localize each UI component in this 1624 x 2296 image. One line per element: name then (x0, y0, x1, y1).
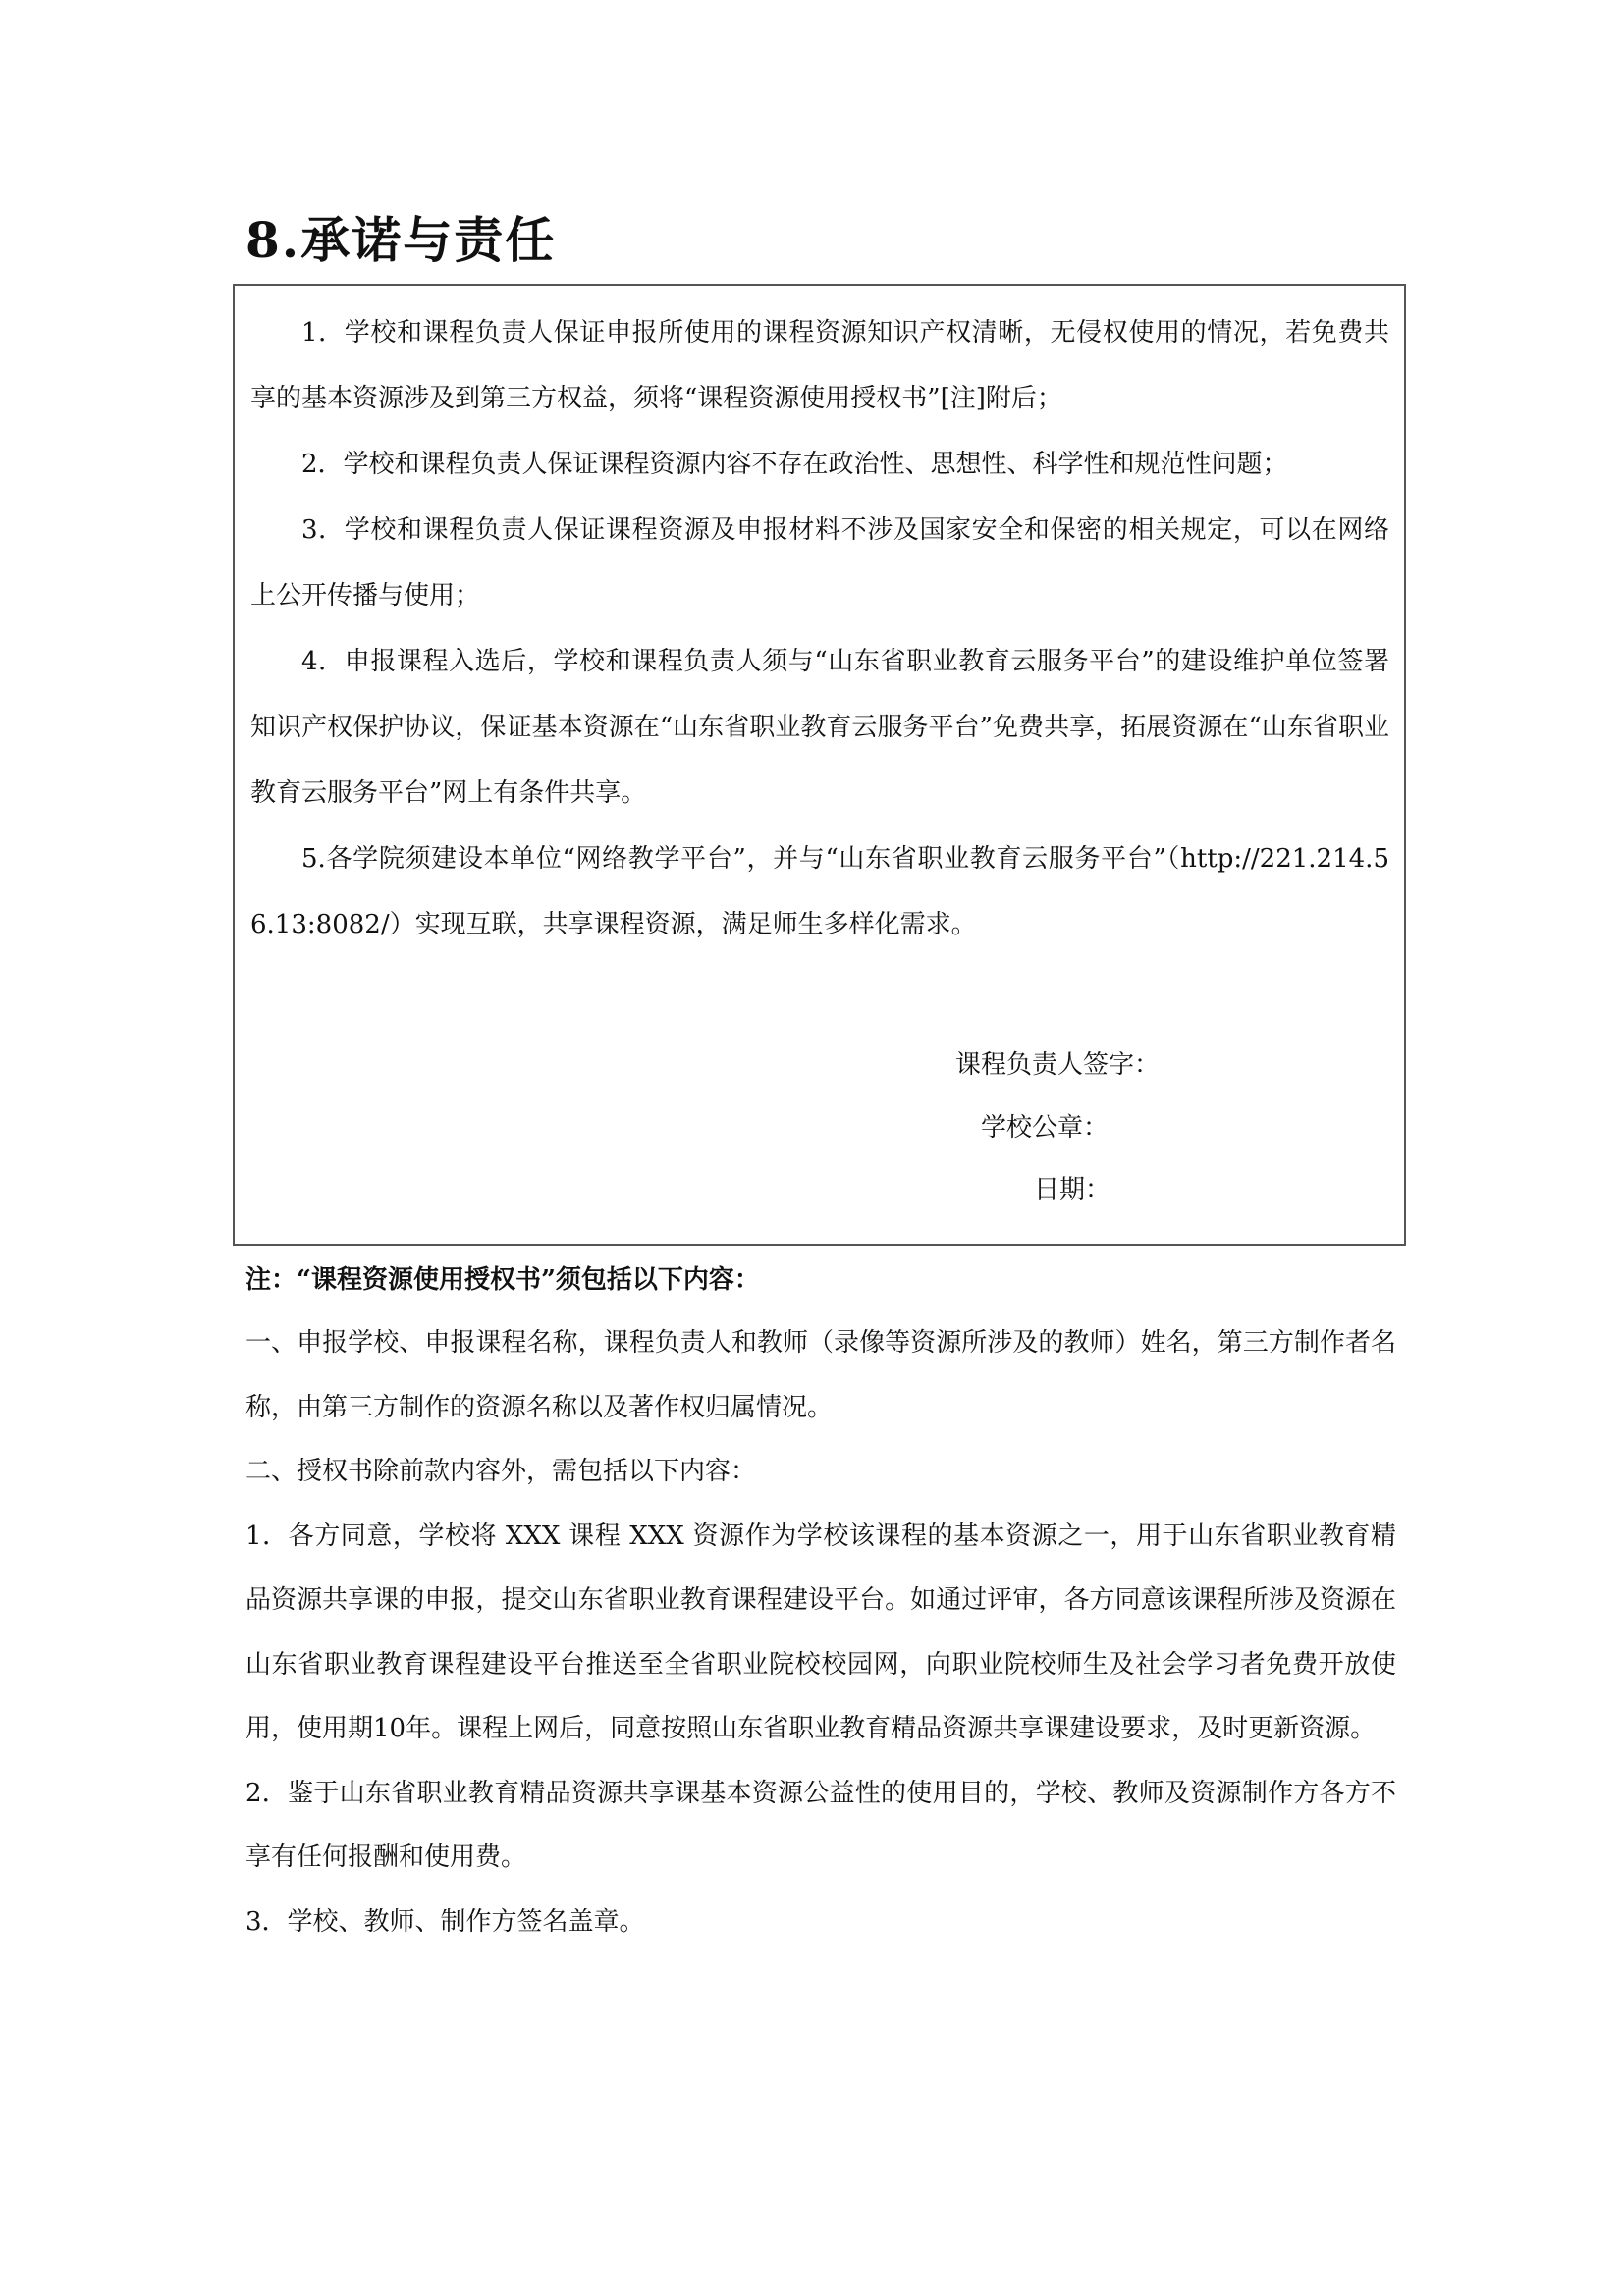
date-label: 日期： (1034, 1175, 1111, 1204)
commitment-item-1: 1．学校和课程负责人保证申报所使用的课程资源知识产权清晰，无侵权使用的情况，若免费共享的基本资源涉及到第三方权益，须将“课程资源使用授权书”[注]附后； (250, 318, 1389, 413)
note-paragraph-4: 2．鉴于山东省职业教育精品资源共享课基本资源公益性的使用目的，学校、教师及资源制作方各方不享有任何报酬和使用费。 (245, 1778, 1396, 1872)
commitment-list (250, 300, 1389, 958)
note-paragraph-1: 一、申报学校、申报课程名称，课程负责人和教师（录像等资源所涉及的教师）姓名，第三方制作者名称，由第三方制作的资源名称以及著作权归属情况。 (245, 1328, 1396, 1422)
school-seal-label: 学校公章： (981, 1113, 1110, 1143)
note-title: 注：“课程资源使用授权书”须包括以下内容： (245, 1265, 760, 1295)
commitment-box (233, 284, 1406, 1246)
commitment-item-4: 4．申报课程入选后，学校和课程负责人须与“山东省职业教育云服务平台”的建设维护单位签署知识产权保护协议，保证基本资源在“山东省职业教育云服务平台”免费共享，拓展资源在“山东省职业教育云服务平台”网上有条件共享。 (250, 647, 1389, 808)
note-paragraph-2: 二、授权书除前款内容外，需包括以下内容： (245, 1457, 757, 1486)
commitment-item-5: 5.各学院须建设本单位“网络教学平台”，并与“山东省职业教育云服务平台”（http://221.214.56.13:8082/）实现互联，共享课程资源，满足师生多样化需求。 (250, 844, 1389, 939)
note-section (245, 1249, 1396, 1954)
note-paragraph-5: 3．学校、教师、制作方签名盖章。 (245, 1906, 645, 1937)
leader-signature-label: 课程负责人签字： (955, 1050, 1161, 1080)
commitment-item-2: 2．学校和课程负责人保证课程资源内容不存在政治性、思想性、科学性和规范性问题； (301, 450, 1288, 479)
section-heading: 8.承诺与责任 (245, 211, 557, 269)
commitment-item-3: 3．学校和课程负责人保证课程资源及申报材料不涉及国家安全和保密的相关规定，可以在网络上公开传播与使用； (250, 515, 1389, 611)
note-paragraph-3: 1．各方同意，学校将 XXX 课程 XXX 资源作为学校该课程的基本资源之一，用于山东省职业教育精品资源共享课的申报，提交山东省职业教育课程建设平台。如通过评审，各方同意该课程所涉及资源在山东省职业教育课程建设平台推送至全省职业院校校园网，向职业院校师生及社会学习者免费开放使用，使用期10年。课程上网后，同意按照山东省职业教育精品资源共享课建设要求，及时更新资源。 (245, 1521, 1396, 1743)
